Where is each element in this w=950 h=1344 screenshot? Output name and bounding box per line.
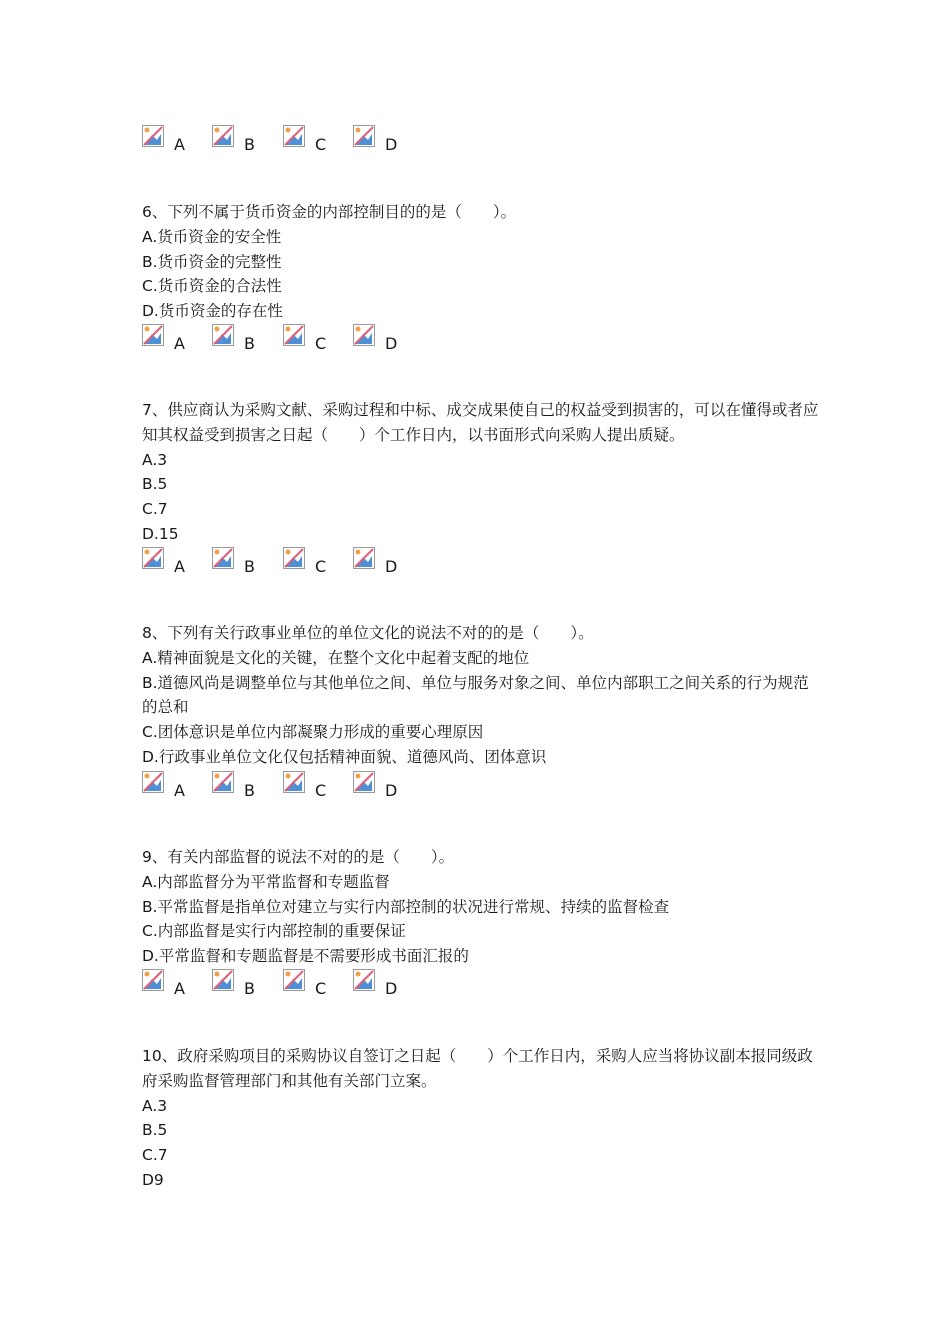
option-a: A.3 (142, 1096, 168, 1115)
choice-label: B (244, 135, 255, 154)
option-b: B.5 (142, 475, 168, 494)
broken-image-icon (212, 547, 234, 569)
broken-image-icon (283, 125, 305, 147)
option-c: C.货币资金的合法性 (142, 277, 282, 296)
option-a: A.货币资金的安全性 (142, 227, 282, 246)
broken-image-icon (142, 969, 164, 991)
choice-label: A (174, 135, 185, 154)
option-b: B.货币资金的完整性 (142, 252, 282, 271)
question-stem: 8、下列有关行政事业单位的单位文化的说法不对的的是（ ）。 (142, 624, 594, 642)
choice-label: C (315, 135, 327, 154)
question-7 (142, 398, 822, 547)
choice-label: B (244, 334, 255, 353)
choice-label: B (244, 979, 255, 998)
choice-label: A (174, 557, 185, 576)
choice-label: D (385, 557, 398, 576)
choice-label: A (174, 979, 185, 998)
choice-label: B (244, 781, 255, 800)
broken-image-icon (283, 969, 305, 991)
option-b: B.平常监督是指单位对建立与实行内部控制的状况进行常规、持续的监督检查 (142, 897, 670, 916)
choice-label: C (315, 979, 327, 998)
option-d: D.行政事业单位文化仅包括精神面貌、道德风尚、团体意识 (142, 747, 547, 766)
choice-label: A (174, 781, 185, 800)
option-d: D.货币资金的存在性 (142, 302, 283, 321)
question-8 (142, 621, 822, 770)
question-stem: 10、政府采购项目的采购协议自签订之日起（ ）个工作日内，采购人应当将协议副本报同级政府采购监督管理部门和其他有关部门立案。 (142, 1047, 813, 1090)
option-c: C.团体意识是单位内部凝聚力形成的重要心理原因 (142, 723, 484, 742)
option-b: B.道德风尚是调整单位与其他单位之间、单位与服务对象之间、单位内部职工之间关系的行为规范的总和 (142, 673, 809, 717)
question-10 (142, 1044, 822, 1193)
broken-image-icon (142, 324, 164, 346)
broken-image-icon (353, 125, 375, 147)
broken-image-icon (212, 771, 234, 793)
broken-image-icon (283, 771, 305, 793)
question-stem: 7、供应商认为采购文献、采购过程和中标、成交成果使自己的权益受到损害的，可以在懂得或者应知其权益受到损害之日起（ ）个工作日内，以书面形式向采购人提出质疑。 (142, 401, 819, 444)
question-stem: 6、下列不属于货币资金的内部控制目的的是（ ）。 (142, 203, 517, 221)
choice-label: A (174, 334, 185, 353)
broken-image-icon (353, 324, 375, 346)
option-c: C.内部监督是实行内部控制的重要保证 (142, 922, 406, 941)
option-a: A.内部监督分为平常监督和专题监督 (142, 872, 390, 891)
broken-image-icon (142, 771, 164, 793)
choice-label: C (315, 334, 327, 353)
broken-image-icon (212, 969, 234, 991)
question-stem: 9、有关内部监督的说法不对的的是（ ）。 (142, 848, 455, 866)
choice-label: B (244, 557, 255, 576)
broken-image-icon (353, 547, 375, 569)
choice-label: D (385, 135, 398, 154)
broken-image-icon (142, 125, 164, 147)
broken-image-icon (283, 324, 305, 346)
choice-label: D (385, 334, 398, 353)
option-c: C.7 (142, 500, 168, 519)
choice-label: D (385, 979, 398, 998)
question-6 (142, 200, 822, 324)
broken-image-icon (353, 771, 375, 793)
choice-label: D (385, 781, 398, 800)
question-9 (142, 845, 822, 969)
option-d: D9 (142, 1170, 164, 1189)
option-a: A.精神面貌是文化的关键，在整个文化中起着支配的地位 (142, 648, 530, 667)
broken-image-icon (212, 324, 234, 346)
option-c: C.7 (142, 1146, 168, 1165)
option-d: D.15 (142, 524, 179, 543)
broken-image-icon (283, 547, 305, 569)
broken-image-icon (353, 969, 375, 991)
choice-label: C (315, 557, 327, 576)
choice-label: C (315, 781, 327, 800)
broken-image-icon (212, 125, 234, 147)
broken-image-icon (142, 547, 164, 569)
option-a: A.3 (142, 450, 168, 469)
option-d: D.平常监督和专题监督是不需要形成书面汇报的 (142, 947, 469, 966)
option-b: B.5 (142, 1121, 168, 1140)
